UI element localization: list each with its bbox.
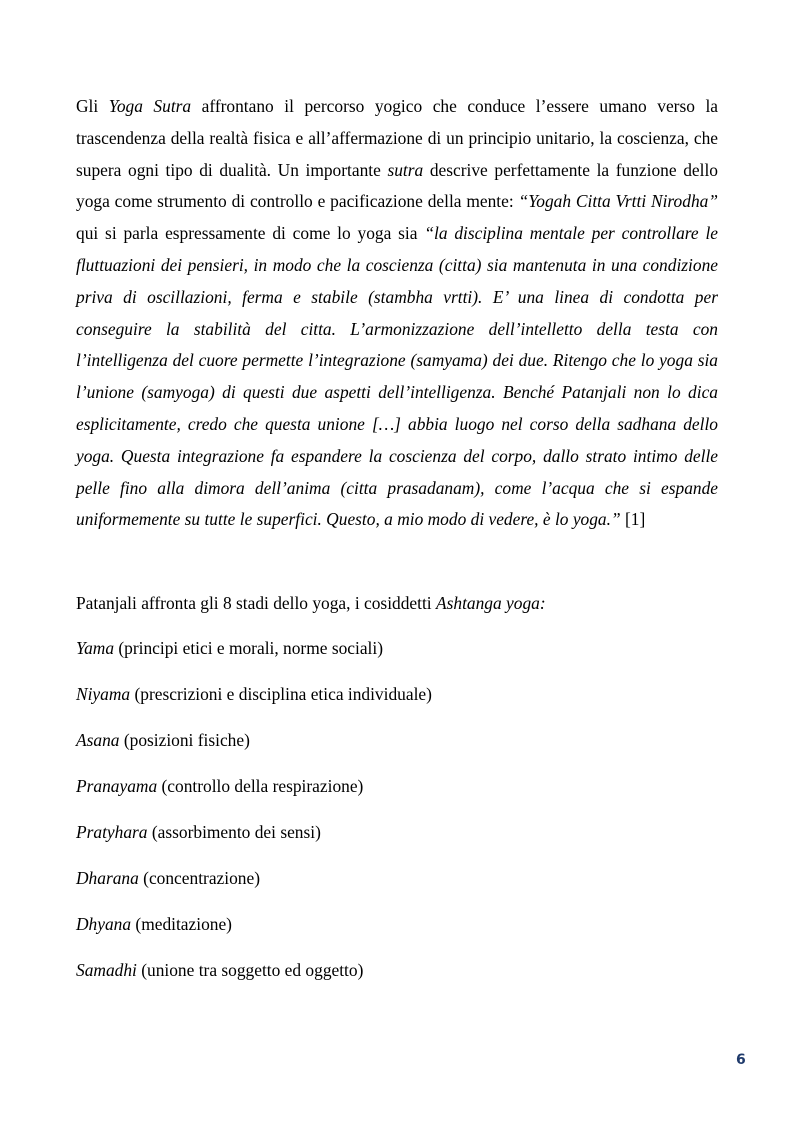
body-paragraph — [76, 91, 718, 536]
ashtanga-yoga-term: Ashtanga yoga: — [435, 593, 546, 613]
limb-term: Niyama — [76, 684, 131, 704]
page-number: 6 — [736, 1052, 746, 1068]
limb-description: (prescrizioni e disciplina etica individuale) — [130, 684, 432, 704]
limb-term: Asana — [76, 730, 120, 750]
list-item-pranayama — [76, 774, 432, 820]
limb-term: Dhyana — [76, 914, 132, 934]
limbs-intro — [76, 591, 546, 615]
limb-description: (principi etici e morali, norme sociali) — [114, 638, 384, 658]
limb-term: Dharana — [76, 868, 139, 888]
document-page — [76, 0, 718, 1123]
limb-description: (meditazione) — [131, 914, 232, 934]
paragraph-text-2: affrontano il percorso yogico che conduce l’essere umano verso la trascendenza della realtà fisica e all’affermazione di un principio unitario, la coscienza, che supera ogni tipo di dualità. Un importante — [76, 96, 718, 180]
limb-description: (assorbimento dei sensi) — [147, 822, 321, 842]
list-item-pratyhara — [76, 820, 432, 866]
list-item-dharana — [76, 866, 432, 912]
limbs-intro-text: Patanjali affronta gli 8 stadi dello yoga, i cosiddetti — [76, 593, 436, 613]
paragraph-text-3: descrive perfettamente la funzione dello yoga come strumento di controllo e pacificazione della mente: — [76, 159, 718, 212]
limb-description: (controllo della respirazione) — [157, 776, 364, 796]
paragraph-text-1: Gli — [76, 96, 109, 116]
limb-term: Pranayama — [76, 776, 158, 796]
list-item-asana — [76, 728, 432, 774]
limb-term: Yama — [76, 638, 115, 658]
block-quotation: “la disciplina mentale per controllare le fluttuazioni dei pensieri, in modo che la coscienza (citta) sia mantenuta in una condizione priva di oscillazioni, ferma e stabile (stambha vrtti). E’ una linea di condotta per conseguire la stabilità del citta. L’armonizzazione dell’intelletto della testa con l’intelligenza del cuore permette l’integrazione (samyama) dei due. Ritengo che lo yoga sia l’unione (samyoga) di questi due aspetti dell’intelligenza. Benché Patanjali non lo dica esplicitamente, credo che questa unione […] abbia luogo nel corso della sadhana dello yoga. Questa integrazione fa espandere la coscienza del corpo, dallo strato intimo delle pelle fino alla dimora dell’anima (citta prasadanam), come l’acqua che si espande uniformemente su tutte le superfici. Questo, a mio modo di vedere, è lo yoga.” — [76, 223, 718, 530]
list-item-niyama — [76, 682, 432, 728]
citation-reference: [1] — [620, 509, 646, 530]
limb-description: (unione tra soggetto ed oggetto) — [136, 960, 364, 980]
limb-term: Pratyhara — [76, 822, 148, 842]
limb-description: (posizioni fisiche) — [119, 730, 250, 750]
list-item-dhyana — [76, 912, 432, 958]
list-item-samadhi — [76, 958, 432, 1004]
paragraph-text-4: qui si parla espressamente di come lo yoga sia — [76, 223, 425, 244]
limb-description: (concentrazione) — [138, 868, 260, 888]
sutra-term: sutra — [387, 159, 424, 180]
sanskrit-quote: “Yogah Citta Vrtti Nirodha” — [518, 191, 719, 212]
limb-term: Samadhi — [76, 960, 137, 980]
yoga-sutra-title: Yoga Sutra — [108, 96, 192, 116]
limbs-list — [76, 636, 432, 1004]
list-item-yama — [76, 636, 432, 682]
